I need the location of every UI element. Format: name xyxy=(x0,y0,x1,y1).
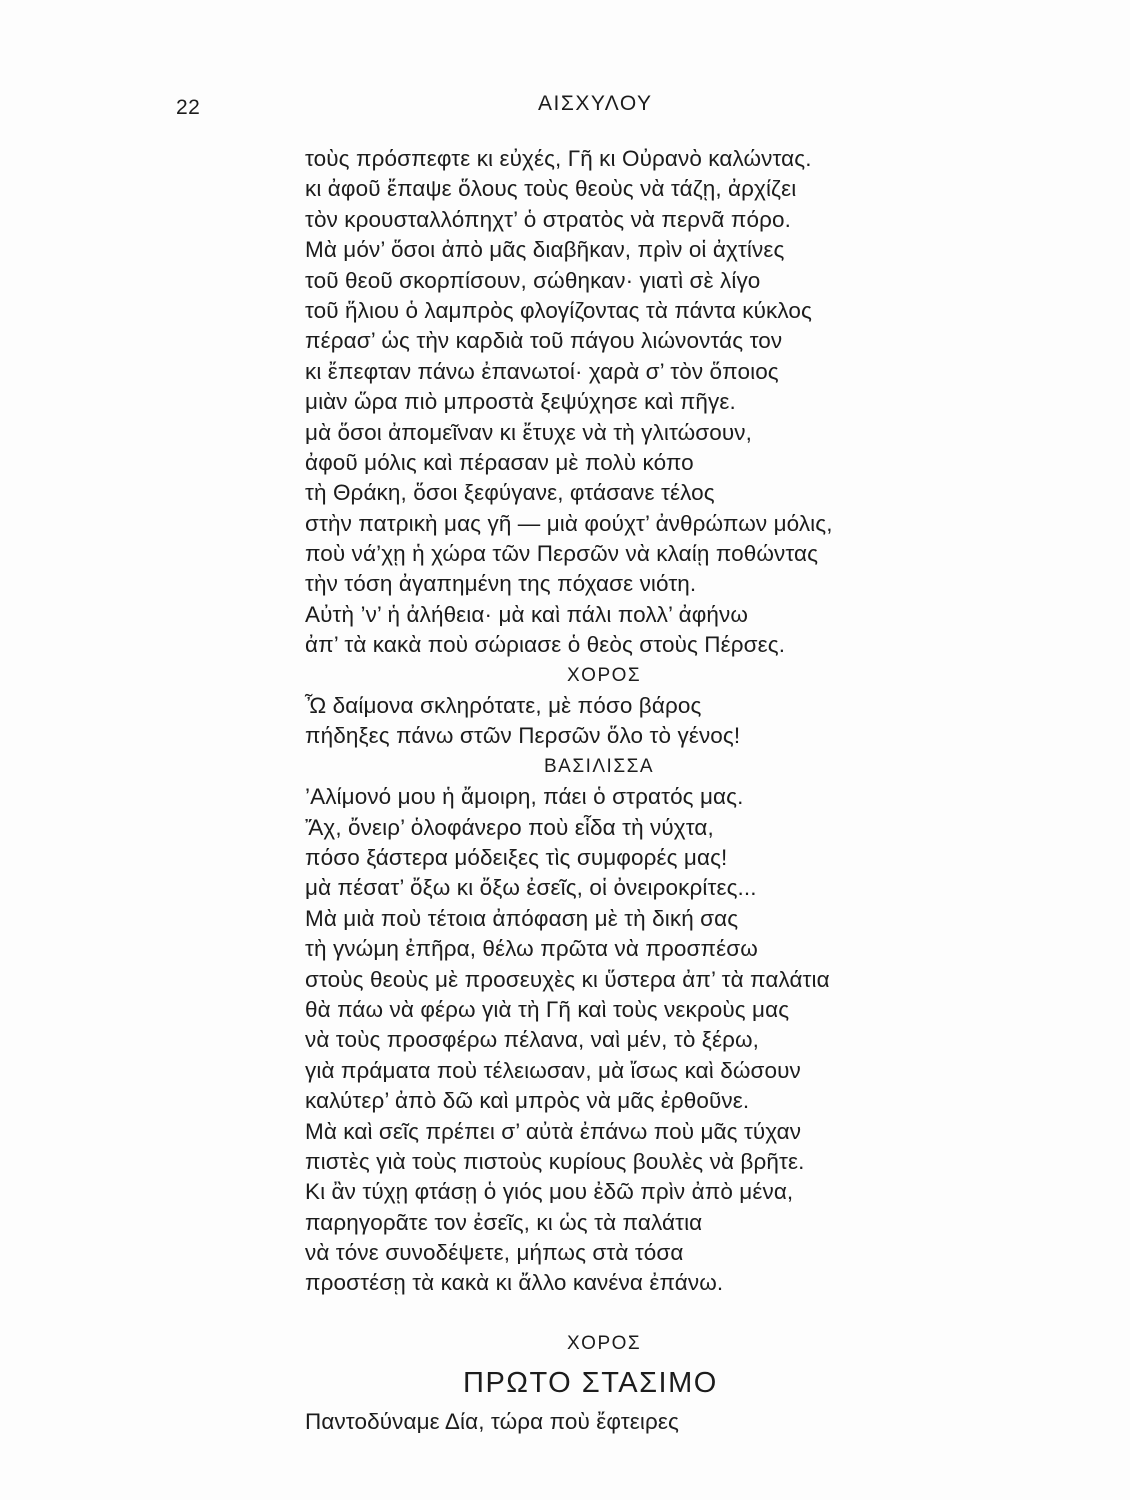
speaker-label-chorus-2: ΧΟΡΟΣ xyxy=(567,1332,642,1354)
verse-line: προστέσῃ τὰ κακὰ κι ἄλλο κανένα ἐπάνω. xyxy=(305,1270,724,1296)
verse-line: ἀφοῦ μόλις καὶ πέρασαν μὲ πολὺ κόπο xyxy=(305,449,694,475)
verse-line: τοὺς πρόσπεφτε κι εὐχές, Γῆ κι Οὐρανὸ καλώντας. xyxy=(305,146,812,171)
verse-line: τοῦ θεοῦ σκορπίσουν, σώθηκαν· γιατὶ σὲ λίγο xyxy=(305,267,761,293)
queen-passage xyxy=(305,782,1105,1299)
speaker-label-queen: ΒΑΣΙΛΙΣΣΑ xyxy=(544,755,655,777)
verse-line: μὰ πέσατ’ ὄξω κι ὄξω ἐσεῖς, οἱ ὀνειροκρίτες... xyxy=(305,875,757,901)
verse-line: καλύτερ’ ἀπὸ δῶ καὶ μπρὸς νὰ μᾶς ἐρθοῦνε. xyxy=(305,1088,750,1114)
verse-line: τοῦ ἥλιου ὁ λαμπρὸς φλογίζοντας τὰ πάντα κύκλος xyxy=(305,297,812,323)
page-number: 22 xyxy=(176,96,201,119)
verse-line: τὴ γνώμη ἐπῆρα, θέλω πρῶτα νὰ προσπέσω xyxy=(305,936,758,962)
verse-line: πέρασ’ ὡς τὴν καρδιὰ τοῦ πάγου λιώνοντάς τον xyxy=(305,328,783,354)
verse-line: μιὰν ὥρα πιὸ μπροστὰ ξεψύχησε καὶ πῆγε. xyxy=(305,389,736,415)
verse-text xyxy=(305,144,1105,1438)
verse-line: πόσο ξάστερα μόδειξες τὶς συμφορές μας! xyxy=(305,844,728,870)
verse-line: στοὺς θεοὺς μὲ προσευχὲς κι ὕστερα ἀπ’ τὰ παλάτια xyxy=(305,966,830,992)
verse-line: νὰ τοὺς προσφέρω πέλανα, ναὶ μέν, τὸ ξέρω, xyxy=(305,1027,760,1053)
running-head: ΑΙΣΧΥΛΟΥ xyxy=(538,92,653,115)
verse-line: θὰ πάω νὰ φέρω γιὰ τὴ Γῆ καὶ τοὺς νεκροὺς μας xyxy=(305,996,790,1022)
verse-line: Κι ἂν τύχῃ φτάσῃ ὁ γιός μου ἐδῶ πρὶν ἀπὸ μένα, xyxy=(305,1179,794,1205)
verse-line: ἀπ’ τὰ κακὰ ποὺ σώριασε ὁ θεὸς στοὺς Πέρσες. xyxy=(305,632,786,658)
verse-line: Μὰ μόν’ ὅσοι ἀπὸ μᾶς διαβῆκαν, πρὶν οἱ ἀχτίνες xyxy=(305,237,785,263)
verse-line: τὴ Θράκη, ὅσοι ξεφύγανε, φτάσανε τέλος xyxy=(305,480,715,506)
verse-line: γιὰ πράματα ποὺ τέλειωσαν, μὰ ἴσως καὶ δώσουν xyxy=(305,1057,801,1083)
verse-line: Μὰ μιὰ ποὺ τέτοια ἀπόφαση μὲ τὴ δική σας xyxy=(305,905,739,931)
speaker-label-chorus: ΧΟΡΟΣ xyxy=(567,664,642,686)
verse-line: Ὦ δαίμονα σκληρότατε, μὲ πόσο βάρος xyxy=(305,693,702,719)
verse-line: Μὰ καὶ σεῖς πρέπει σ’ αὐτὰ ἐπάνω ποὺ μᾶς τύχαν xyxy=(305,1118,802,1144)
verse-line: πιστὲς γιὰ τοὺς πιστοὺς κυρίους βουλὲς νὰ βρῆτε. xyxy=(305,1148,805,1174)
verse-line: τὴν τόση ἀγαπημένη της πόχασε νιότη. xyxy=(305,571,697,597)
verse-line: κι ἀφοῦ ἔπαψε ὅλους τοὺς θεοὺς νὰ τάζῃ, ἀρχίζει xyxy=(305,176,797,202)
verse-line: πήδηξες πάνω στῶν Περσῶν ὅλο τὸ γένος! xyxy=(305,723,741,749)
verse-line: τὸν κρουσταλλόπηχτ’ ὁ στρατὸς νὰ περνᾶ πόρο. xyxy=(305,206,791,232)
verse-line: παρηγορᾶτε τον ἐσεῖς, κι ὡς τὰ παλάτια xyxy=(305,1209,703,1235)
verse-line: Ἄχ, ὄνειρ’ ὁλοφάνερο ποὺ εἶδα τὴ νύχτα, xyxy=(305,814,714,840)
chorus-passage xyxy=(305,691,1105,752)
verse-line: Αὐτὴ ’ν’ ἡ ἀλήθεια· μὰ καὶ πάλι πολλ’ ἀφήνω xyxy=(305,601,749,627)
stanza-gap xyxy=(305,1299,1105,1329)
verse-line: στὴν πατρικὴ μας γῆ — μιὰ φούχτ’ ἀνθρώπων μόλις, xyxy=(305,510,833,536)
messenger-passage xyxy=(305,144,1105,661)
stasimon-passage xyxy=(305,1407,1105,1437)
verse-line: ’Αλίμονό μου ἡ ἄμοιρη, πάει ὁ στρατός μας. xyxy=(305,784,744,810)
verse-line: μὰ ὅσοι ἀπομεῖναν κι ἔτυχε νὰ τὴ γλιτώσουν, xyxy=(305,419,752,445)
section-title: ΠΡΩΤΟ ΣΤΑΣΙΜΟ xyxy=(463,1367,718,1400)
verse-line: κι ἔπεφταν πάνω ἐπανωτοί· χαρὰ σ’ τὸν ὅποιος xyxy=(305,358,779,384)
verse-line: Παντοδύναμε Δία, τώρα ποὺ ἔφτειρες xyxy=(305,1409,679,1435)
verse-line: νὰ τόνε συνοδέψετε, μήπως στὰ τόσα xyxy=(305,1240,684,1266)
verse-line: ποὺ νά’χῃ ἡ χώρα τῶν Περσῶν νὰ κλαίῃ ποθώντας xyxy=(305,541,819,567)
